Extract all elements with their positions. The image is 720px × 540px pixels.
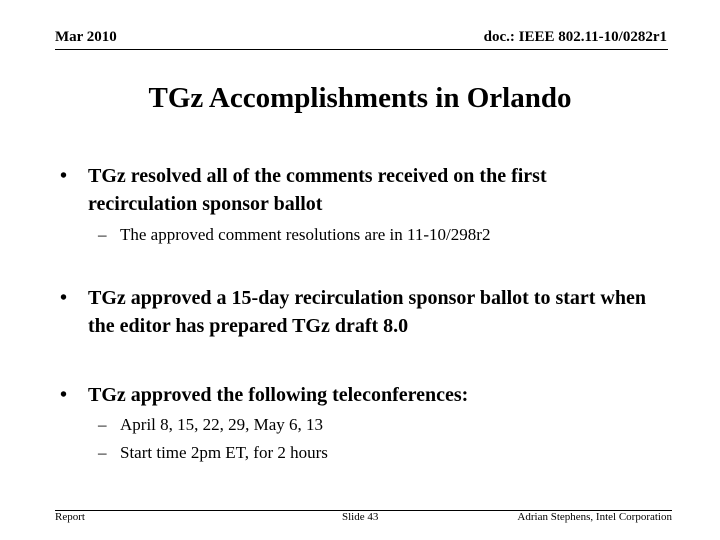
sub-bullet-marker: – — [98, 415, 107, 434]
footer-slide-number: Slide 43 — [342, 511, 379, 523]
bullet-item — [60, 381, 660, 409]
header-date: Mar 2010 — [55, 29, 117, 45]
sub-bullet-item — [98, 414, 658, 436]
sub-bullet-marker: – — [98, 443, 107, 462]
sub-bullet-text: Start time 2pm ET, for 2 hours — [120, 443, 328, 462]
sub-bullet-item — [98, 224, 658, 246]
footer-left: Report — [55, 511, 85, 523]
footer-author: Adrian Stephens, Intel Corporation — [517, 511, 672, 523]
sub-bullet-text: April 8, 15, 22, 29, May 6, 13 — [120, 415, 324, 434]
bullet-marker: • — [60, 384, 68, 406]
bullet-marker: • — [60, 287, 68, 309]
bullet-text: TGz approved a 15-day recirculation sponsor ballot to start when the editor has prepared TGz draft 8.0 — [88, 287, 646, 337]
bullet-text: TGz resolved all of the comments received on the first recirculation sponsor ballot — [88, 165, 547, 215]
header-divider — [55, 49, 668, 50]
header-doc-id: doc.: IEEE 802.11-10/0282r1 — [483, 29, 667, 45]
bullet-text: TGz approved the following teleconferences: — [88, 384, 469, 406]
bullet-item — [60, 162, 660, 218]
sub-bullet-text: The approved comment resolutions are in 11-10/298r2 — [120, 225, 491, 244]
bullet-marker: • — [60, 165, 68, 187]
slide-title: TGz Accomplishments in Orlando — [148, 82, 572, 114]
bullet-item — [60, 284, 660, 340]
sub-bullet-item — [98, 442, 658, 464]
sub-bullet-marker: – — [98, 225, 107, 244]
